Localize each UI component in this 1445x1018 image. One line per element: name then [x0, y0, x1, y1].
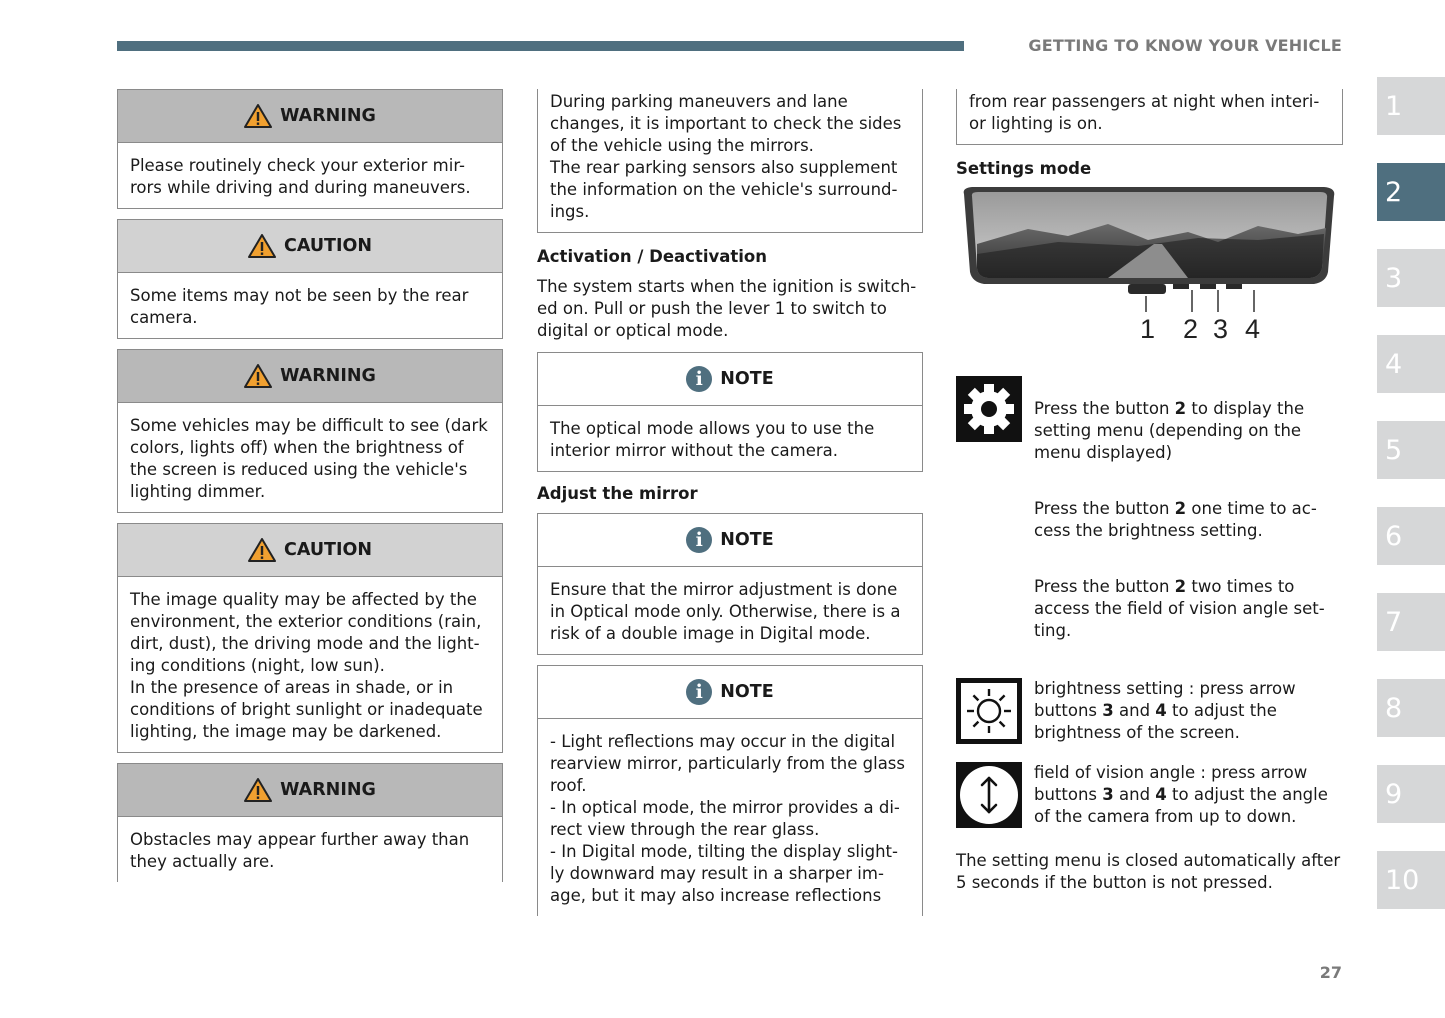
warning-header: [118, 350, 502, 403]
tab-chapter-2[interactable]: [1377, 163, 1445, 221]
brightness-icon: [956, 678, 1022, 744]
caution-box: [117, 219, 503, 339]
warning-box: [117, 89, 503, 209]
continued-box-body: from rear passengers at night when interi- or lighting is on.: [969, 92, 1320, 133]
tab-chapter-4[interactable]: [1377, 335, 1445, 393]
rearview-mirror-image: [958, 184, 1340, 352]
tab-chapter-3[interactable]: [1377, 249, 1445, 307]
tab-chapter-7[interactable]: [1377, 593, 1445, 651]
note-title: NOTE: [720, 369, 774, 389]
note-box: [537, 665, 923, 916]
figure-label-4: 4: [1245, 314, 1261, 344]
tab-chapter-9[interactable]: [1377, 765, 1445, 823]
column-right: [956, 89, 1343, 894]
warning-triangle-icon: [244, 103, 272, 129]
note-body: The optical mode allows you to use the interior mirror without the camera.: [550, 419, 875, 460]
caution-body: Some items may not be seen by the rear camera.: [130, 286, 469, 327]
note-body: Ensure that the mirror adjustment is done in Optical mode only. Otherwise, there is a risk of a double image in Digital mode.: [550, 580, 901, 643]
warning-triangle-icon: [248, 537, 276, 563]
continued-box: [956, 89, 1343, 145]
caution-title: CAUTION: [283, 540, 373, 560]
tab-chapter-5[interactable]: [1377, 421, 1445, 479]
closing-text: The setting menu is closed automatically after 5 seconds if the button is not pressed.: [956, 851, 1341, 892]
setting-row-angle: [956, 762, 1343, 828]
mirror-figure: [958, 184, 1340, 352]
caution-header: [118, 220, 502, 273]
note-title: NOTE: [720, 530, 774, 550]
warning-triangle-icon: [244, 777, 272, 803]
warning-title: WARNING: [280, 106, 376, 126]
activation-text: The system starts when the ignition is switch- ed on. Pull or push the lever 1 to switch to digital or optical mode.: [537, 277, 917, 340]
figure-label-2: 2: [1183, 314, 1199, 344]
warning-triangle-icon: [244, 363, 272, 389]
tab-label: 6: [1385, 520, 1403, 552]
tab-label: 2: [1385, 176, 1403, 208]
tab-label: 9: [1385, 778, 1403, 810]
tab-label: 8: [1385, 692, 1403, 724]
continued-box-body: During parking maneuvers and lane changes, it is important to check the sides of the vehicle using the mirrors. The rear parking sensors also supplement the information on the vehicle's surround- ings.: [550, 92, 902, 221]
warning-header: [118, 90, 502, 143]
gear-step-3: Press the button 2 two times to access the field of vision angle set- ting.: [1034, 577, 1325, 640]
warning-triangle-icon: [248, 233, 276, 259]
tab-label: 3: [1385, 262, 1403, 294]
brightness-instructions: brightness setting : press arrow buttons 3 and 4 to adjust the brightness of the screen.: [1034, 679, 1296, 742]
settings-heading: Settings mode: [956, 159, 1092, 178]
caution-body: The image quality may be affected by the environment, the exterior conditions (rain, dirt, dust), the driving mode and the light- ing conditions (night, low sun). In the presence of areas in shade, or in conditions of bright sunlight or inadequate lighting, the image may be darkened.: [130, 590, 483, 741]
up-down-arrow-icon: [956, 762, 1022, 828]
caution-title: CAUTION: [283, 236, 373, 256]
caution-header: [118, 524, 502, 577]
warning-body: Some vehicles may be difficult to see (dark colors, lights off) when the brightness of the screen is reduced using the vehicle's lighting dimmer.: [130, 416, 488, 501]
tab-chapter-10[interactable]: [1377, 851, 1445, 909]
warning-title: WARNING: [280, 366, 376, 386]
tab-chapter-6[interactable]: [1377, 507, 1445, 565]
figure-label-3: 3: [1213, 314, 1229, 344]
tab-label: 1: [1385, 90, 1403, 122]
continued-box: [537, 89, 923, 233]
setting-row-brightness: [956, 678, 1343, 744]
gear-instructions: [1034, 376, 1325, 676]
gear-icon: [956, 376, 1022, 442]
info-icon: i: [686, 679, 712, 705]
adjust-heading: Adjust the mirror: [537, 484, 698, 503]
info-icon: i: [686, 527, 712, 553]
tab-chapter-8[interactable]: [1377, 679, 1445, 737]
caution-box: [117, 523, 503, 753]
setting-row-gear: [956, 376, 1343, 676]
gear-step-1: Press the button 2 to display the setting menu (depending on the menu displayed): [1034, 399, 1305, 462]
tab-label: 5: [1385, 434, 1403, 466]
activation-heading: Activation / Deactivation: [537, 247, 767, 266]
note-title: NOTE: [720, 682, 774, 702]
note-header: [538, 353, 922, 406]
note-body: - Light reflections may occur in the digital rearview mirror, particularly from the glass roof. - In optical mode, the mirror provides a di- rect view through the rear glass. - In Digital mode, tilting the display slight- ly downward may result in a sharper im- age, but it may also increase reflections: [550, 732, 905, 905]
section-title: GETTING TO KNOW YOUR VEHICLE: [1028, 36, 1342, 55]
note-header: [538, 514, 922, 567]
warning-box: [117, 349, 503, 513]
figure-label-1: 1: [1140, 314, 1156, 344]
tab-label: 7: [1385, 606, 1403, 638]
tab-label: 4: [1385, 348, 1403, 380]
warning-header: [118, 764, 502, 817]
info-icon: i: [686, 366, 712, 392]
warning-box: [117, 763, 503, 882]
page-number: 27: [1319, 963, 1342, 982]
angle-instructions: field of vision angle : press arrow buttons 3 and 4 to adjust the angle of the camera from up to down.: [1034, 763, 1328, 826]
gear-step-2: Press the button 2 one time to ac- cess the brightness setting.: [1034, 499, 1317, 540]
note-box: [537, 352, 923, 472]
tab-label: 10: [1385, 864, 1420, 896]
warning-body: Please routinely check your exterior mir- rors while driving and during maneuvers.: [130, 156, 471, 197]
note-header: [538, 666, 922, 719]
column-middle: [537, 89, 923, 926]
warning-title: WARNING: [280, 780, 376, 800]
tab-chapter-1[interactable]: [1377, 77, 1445, 135]
warning-body: Obstacles may appear further away than they actually are.: [130, 830, 470, 871]
header-rule: [117, 41, 964, 51]
column-left: [117, 89, 503, 892]
note-box: [537, 513, 923, 655]
